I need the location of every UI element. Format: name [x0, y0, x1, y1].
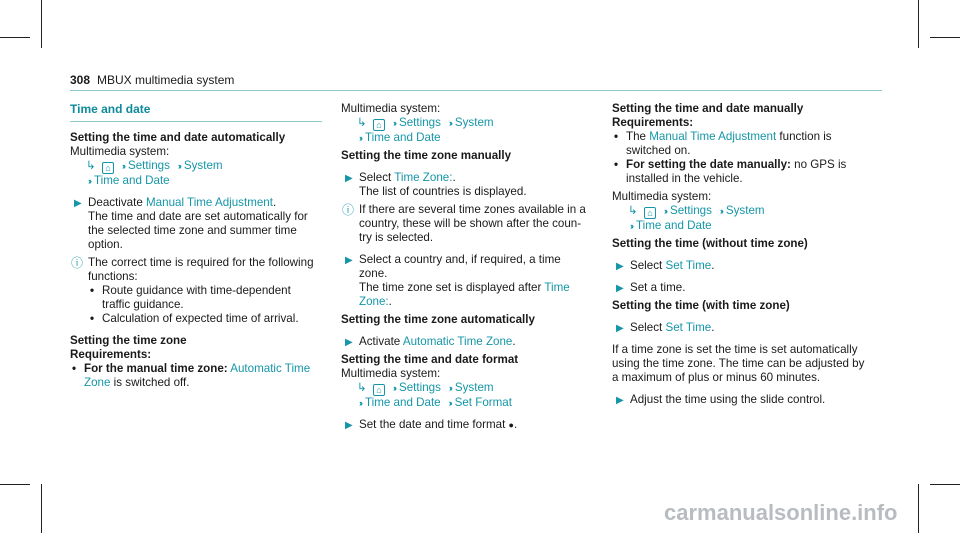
menu-path [612, 204, 882, 219]
heading-manual: Setting the time and date manually [612, 102, 804, 115]
menu-label: Multimedia system: [70, 145, 170, 158]
step-select-set-time: ▶ Select Set Time. [616, 259, 715, 272]
column-3 [612, 102, 882, 407]
path-time-and-date[interactable]: Time and Date [636, 219, 712, 232]
list-item: • Route guidance with time-dependent traffic guidance. [88, 284, 322, 312]
path-system[interactable]: System [454, 381, 494, 394]
double-chevron-icon: ›› [393, 383, 395, 393]
arrow-right-icon: ▶ [345, 337, 353, 348]
header-rule [70, 90, 882, 91]
double-chevron-icon: ›› [88, 176, 90, 186]
double-chevron-icon: ›› [359, 398, 361, 408]
double-chevron-icon: ›› [448, 398, 451, 408]
crop-mark [930, 484, 960, 485]
menu-path-2 [341, 131, 589, 145]
crop-mark [41, 484, 42, 533]
menu-label: Multimedia system: [341, 102, 441, 115]
info-note: ⓘ The correct time is required for the following functions: • Route guidance with time-dependent traffic guidance. • Calculation of expected time of arrival. [70, 256, 322, 326]
menu-path-2 [70, 174, 322, 188]
path-time-and-date[interactable]: Time and Date [365, 396, 441, 409]
double-chevron-icon: ›› [719, 206, 722, 216]
path-time-and-date[interactable]: Time and Date [365, 131, 441, 144]
info-icon: ⓘ [342, 203, 355, 217]
heading-without-zone: Setting the time (without time zone) [612, 237, 808, 250]
heading-with-zone: Setting the time (with time zone) [612, 299, 790, 312]
menu-path [341, 116, 589, 131]
path-settings[interactable]: Settings [670, 204, 712, 217]
path-set-format[interactable]: Set Format [454, 396, 512, 409]
menu-path [341, 381, 589, 396]
list-item: • Calculation of expected time of arrival. [88, 312, 322, 326]
path-settings[interactable]: Settings [399, 116, 441, 129]
home-icon: ⌂ [644, 207, 656, 219]
step-select-set-time-2: ▶ Select Set Time. [616, 321, 715, 334]
double-chevron-icon: ›› [359, 133, 361, 143]
arrow-right-icon: ▶ [616, 395, 624, 406]
manual-time-adjustment-link[interactable]: Manual Time Adjustment [649, 130, 777, 143]
heading-format: Setting the time and date format [341, 353, 519, 366]
manual-time-adjustment-link[interactable]: Manual Time Adjustment [146, 196, 273, 209]
heading-manual-zone: Setting the time zone manually [341, 149, 512, 162]
home-icon: ⌂ [102, 162, 114, 174]
step-deactivate: ▶ Deactivate Manual Time Adjustment. The time and date are set automatically for the selected time zone and summer time option. [74, 196, 308, 251]
running-header: MBUX multimedia system [97, 73, 235, 87]
radio-dot-icon: ● [508, 420, 514, 430]
requirements-label: Requirements: [70, 348, 152, 361]
heading-auto-zone: Setting the time zone automatically [341, 313, 535, 326]
arrow-right-icon: ▶ [616, 261, 624, 272]
section-title: Time and date [70, 102, 151, 116]
hook-arrow-icon: ↳ [357, 116, 367, 129]
path-settings[interactable]: Settings [399, 381, 441, 394]
step-activate: ▶ Activate Automatic Time Zone. [345, 335, 516, 348]
crop-mark [918, 0, 919, 48]
step-set-a-time: ▶ Set a time. [616, 281, 686, 294]
arrow-right-icon: ▶ [616, 283, 624, 294]
menu-path-2 [612, 219, 882, 233]
arrow-right-icon: ▶ [345, 255, 353, 266]
section-rule [70, 121, 322, 122]
path-system[interactable]: System [454, 116, 494, 129]
time-zone-link[interactable]: Time [544, 281, 570, 294]
heading-auto: Setting the time and date automatically [70, 131, 286, 144]
arrow-right-icon: ▶ [616, 323, 624, 334]
column-2 [341, 102, 589, 432]
path-settings[interactable]: Settings [128, 159, 170, 172]
page-number: 308 [70, 73, 91, 87]
arrow-right-icon: ▶ [74, 198, 82, 209]
step-select-country: ▶ Select a country and, if required, a time zone. The time zone set is displayed after Time Zone:. [345, 253, 570, 308]
double-chevron-icon: ›› [393, 118, 395, 128]
info-icon: ⓘ [71, 256, 84, 270]
arrow-right-icon: ▶ [345, 420, 353, 431]
double-chevron-icon: ›› [630, 221, 632, 231]
crop-mark [918, 484, 919, 533]
crop-mark [0, 37, 30, 38]
list-item: • For setting the date manually: no GPS is installed in the vehicle. [612, 158, 882, 186]
list-item: • For the manual time zone: Automatic Time Zone is switched off. [70, 362, 322, 390]
menu-label: Multimedia system: [612, 190, 712, 203]
time-zone-link[interactable]: Time Zone: [394, 171, 453, 184]
set-time-link[interactable]: Set Time [665, 321, 712, 334]
set-time-link[interactable]: Set Time [665, 259, 712, 272]
hook-arrow-icon: ↳ [357, 381, 367, 394]
double-chevron-icon: ›› [177, 161, 180, 171]
menu-path-2 [341, 396, 589, 410]
home-icon: ⌂ [373, 384, 385, 396]
path-time-and-date[interactable]: Time and Date [94, 174, 170, 187]
column-1 [70, 102, 322, 390]
menu-label: Multimedia system: [341, 367, 441, 380]
crop-mark [41, 0, 42, 48]
double-chevron-icon: ›› [122, 161, 124, 171]
hook-arrow-icon: ↳ [86, 159, 96, 172]
requirements-label: Requirements: [612, 116, 694, 129]
step-select-zone: ▶ Select Time Zone:. The list of countries is displayed. [345, 171, 527, 198]
heading-zone: Setting the time zone [70, 334, 187, 347]
step-adjust: ▶ Adjust the time using the slide control. [616, 393, 826, 406]
menu-path [70, 159, 322, 174]
hook-arrow-icon: ↳ [628, 204, 638, 217]
automatic-time-zone-link[interactable]: Automatic Time Zone [402, 335, 513, 348]
path-system[interactable]: System [725, 204, 765, 217]
step-set-format: ▶ Set the date and time format ●. [345, 418, 518, 431]
paragraph: If a time zone is set the time is set automatically using the time zone. The time can be adjusted by a maximum of plus or minus 60 minutes. [612, 343, 865, 384]
list-item: • The Manual Time Adjustment function is switched on. [612, 130, 882, 158]
double-chevron-icon: ›› [448, 118, 451, 128]
home-icon: ⌂ [373, 119, 385, 131]
info-note: ⓘ If there are several time zones available in a country, these will be shown after the coun- try is selected. [342, 203, 586, 244]
watermark: carmanualsonline.info [664, 500, 898, 525]
arrow-right-icon: ▶ [345, 173, 353, 184]
automatic-time-zone-link[interactable]: Automatic Time [230, 362, 311, 375]
crop-mark [930, 37, 960, 38]
double-chevron-icon: ›› [448, 383, 451, 393]
path-system[interactable]: System [183, 159, 223, 172]
double-chevron-icon: ›› [664, 206, 666, 216]
crop-mark [0, 484, 30, 485]
